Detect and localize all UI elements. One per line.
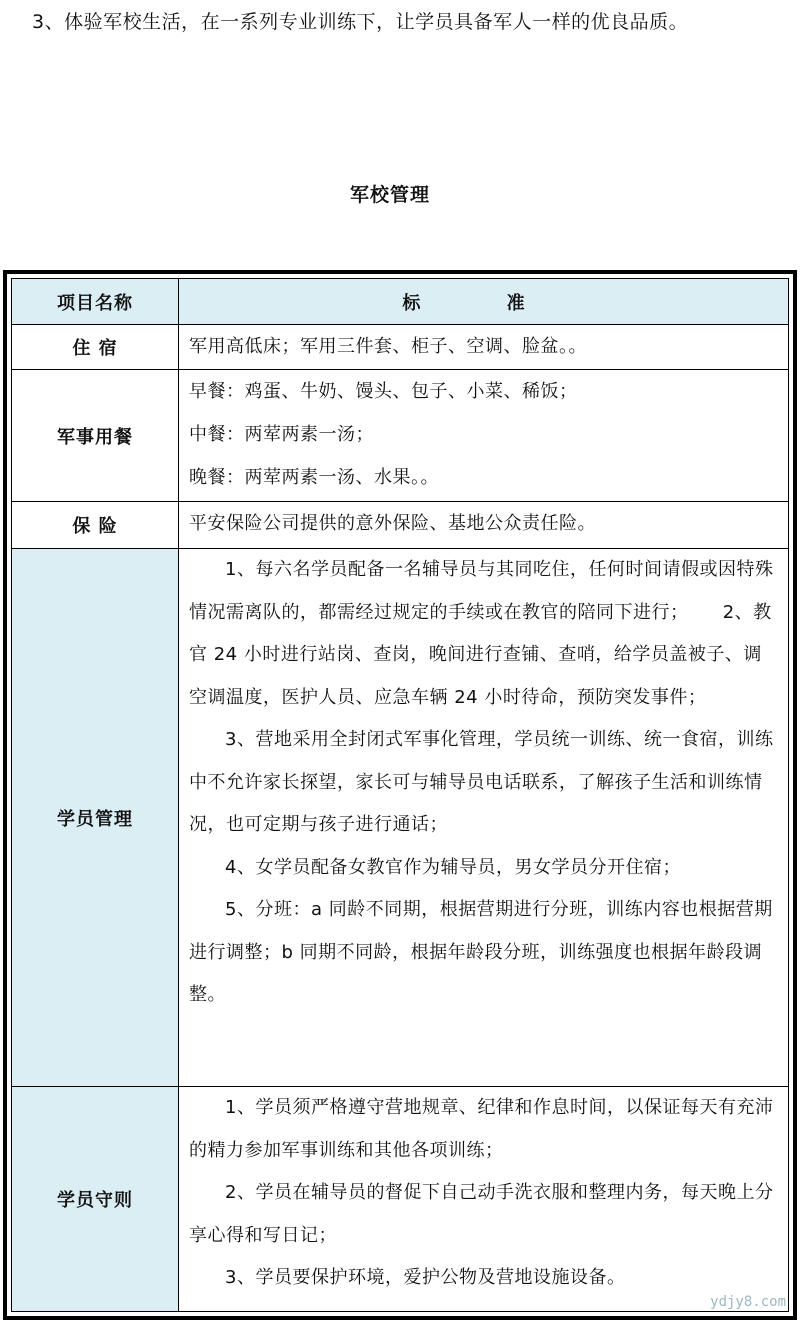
table-row: [12, 1087, 789, 1312]
management-table: [3, 270, 797, 1320]
row-content-student-rules: [179, 1087, 789, 1312]
table-row: [12, 325, 789, 370]
row-content-student-management: [179, 549, 789, 1087]
row-content-insurance: [179, 502, 789, 549]
row-label-insurance: 保 险: [12, 502, 179, 549]
content-line: 中餐：两荤两素一汤；: [189, 424, 374, 445]
table-row: [12, 549, 789, 1087]
header-item-name: 项目名称: [12, 279, 179, 325]
table-row: [12, 370, 789, 502]
content-paragraph: 1、学员须严格遵守营地规章、纪律和作息时间，以保证每天有充沛的精力参加军事训练和其他各项训练；: [189, 1097, 774, 1161]
content-paragraph: 2、学员在辅导员的督促下自己动手洗衣服和整理内务，每天晚上分享心得和写日记；: [189, 1182, 774, 1246]
section-heading: 军校管理: [349, 184, 430, 206]
row-label-student-rules: 学员守则: [12, 1087, 179, 1312]
content-paragraph: 4、女学员配备女教官作为辅导员，男女学员分开住宿；: [225, 856, 681, 878]
content-line: 平安保险公司提供的意外保险、基地公众责任险。: [189, 513, 596, 534]
row-content-meals: [179, 370, 789, 502]
row-label-student-management: 学员管理: [12, 549, 179, 1087]
header-standard: 标 准: [179, 279, 789, 325]
table-header-row: [12, 279, 789, 325]
row-content-lodging: [179, 325, 789, 370]
row-label-lodging: 住 宿: [12, 325, 179, 370]
content-paragraph: 3、学员要保护环境，爱护公物及营地设施设备。: [225, 1267, 626, 1288]
table-row: [12, 502, 789, 549]
intro-paragraph: 3、体验军校生活，在一系列专业训练下，让学员具备军人一样的优良品质。: [32, 11, 689, 33]
row-label-meals: 军事用餐: [12, 370, 179, 502]
content-paragraph: 3、营地采用全封闭式军事化管理，学员统一训练、统一食宿，训练中不允许家长探望，家长可与辅导员电话联系，了解孩子生活和训练情况，也可定期与孩子进行通话；: [189, 729, 774, 835]
content-line: 早餐：鸡蛋、牛奶、馒头、包子、小菜、稀饭；: [189, 381, 578, 402]
watermark: ydjy8.com: [710, 1294, 786, 1310]
content-line: 晚餐：两荤两素一汤、水果。。: [189, 467, 439, 488]
content-paragraph: 5、分班：a 同龄不同期，根据营期进行分班，训练内容也根据营期进行调整；b 同期不同龄，根据年龄段分班，训练强度也根据年龄段调整。: [189, 899, 773, 1005]
content-paragraph: 1、每六名学员配备一名辅导员与其同吃住，任何时间请假或因特殊情况需离队的，都需经过规定的手续或在教官的陪同下进行； 2、教官 24 小时进行站岗、查岗，晚间进行查铺、查哨，给学员盖被子、调空调温度，医护人员、应急车辆 24 小时待命，预防突发事件；: [189, 559, 774, 708]
content-line: 军用高低床；军用三件套、柜子、空调、脸盆。。: [189, 336, 587, 357]
